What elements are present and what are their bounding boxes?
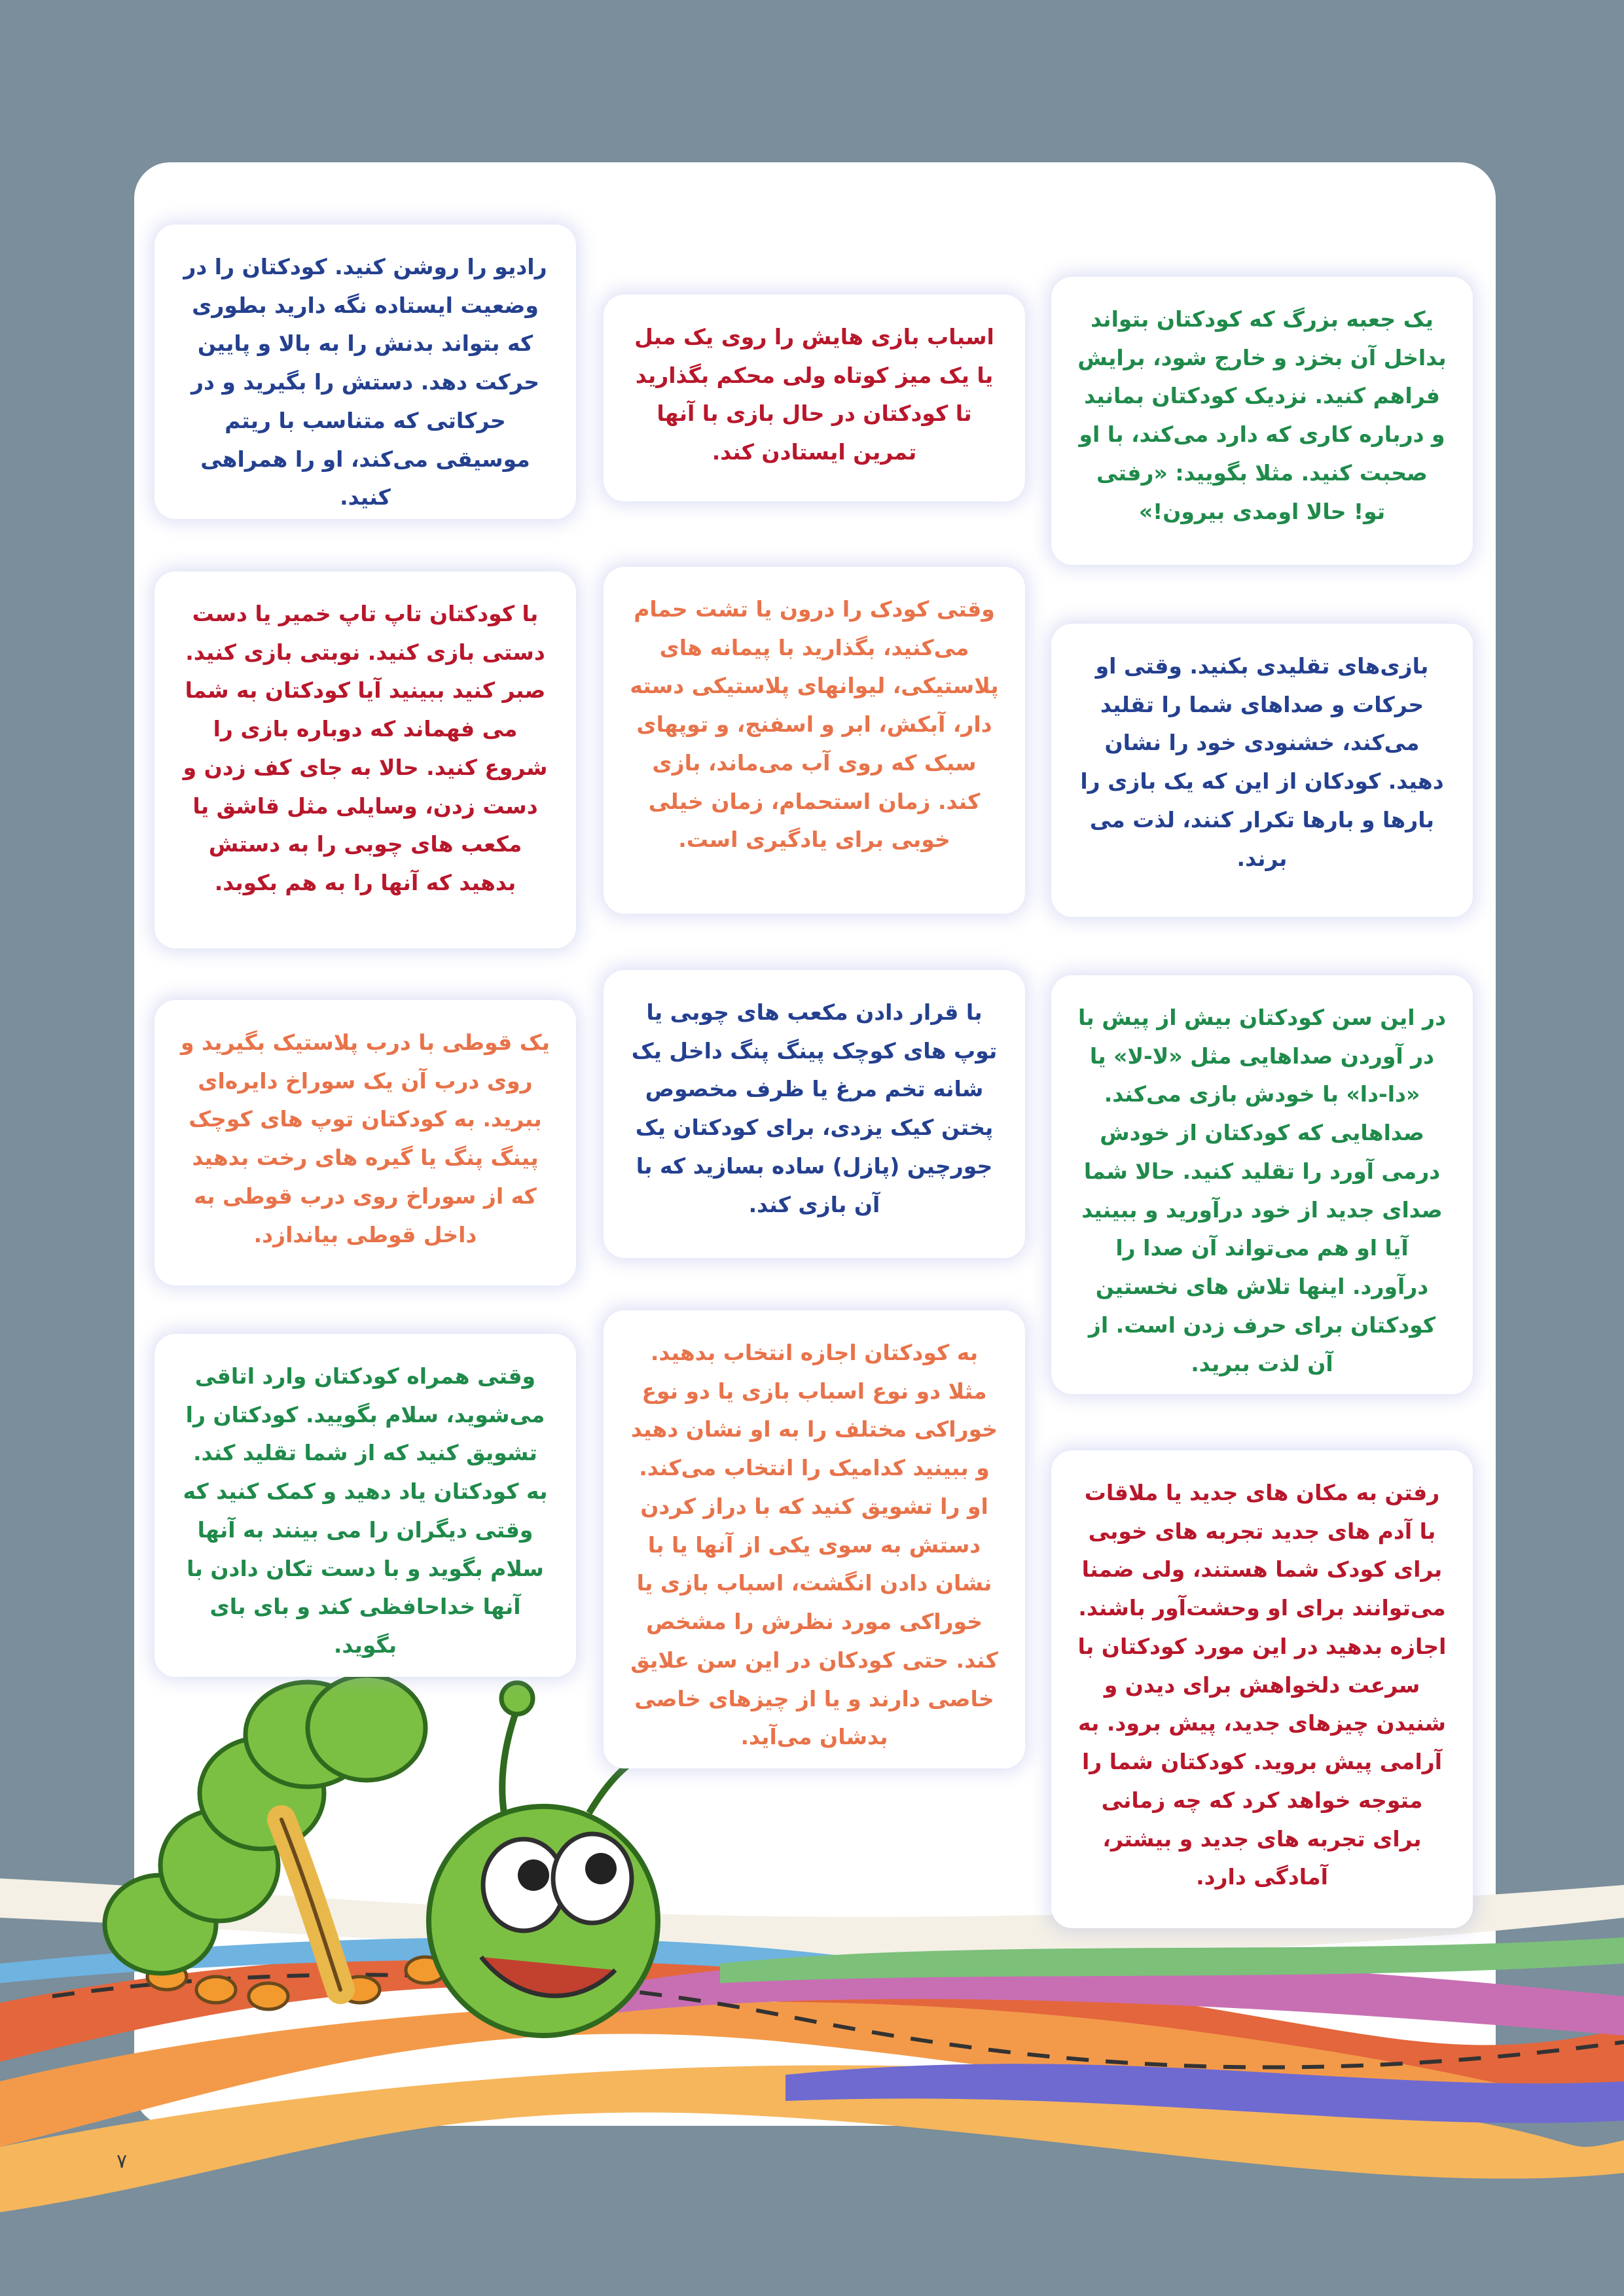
activity-card-box-hole: یک قوطی با درب پلاستیک بگیرید و روی درب آن یک سوراخ دایره‌ای ببرید. به کودکتان توپ های کوچک پینگ پنگ یا گیره های رخت بدهید که از سوراخ روی درب قوطی به داخل قوطی بیاندازد. (154, 1000, 576, 1285)
activity-card-imitation-games: بازی‌های تقلیدی بکنید. وقتی او حرکات و صداهای شما را تقلید می‌کند، خشنودی خود را نشان دهید. کودکان از این که یک بازی را بارها و بارها تکرار کنند، لذت می برند. (1051, 624, 1473, 917)
activity-card-radio-dance: رادیو را روشن کنید. کودکتان را در وضعیت ایستاده نگه دارید بطوری که بتواند بدنش را به بالا و پایین حرکت دهد. دستش را بگیرید و در حرکاتی که متناسب با ریتم موسیقی می‌کند، او را همراهی کنید. (154, 224, 576, 519)
page-number: ۷ (117, 2150, 128, 2173)
activity-card-box: یک جعبه بزرگ که کودکتان بتواند بداخل آن بخزد و خارج شود، برایش فراهم کنید. نزدیک کودکتان بمانید و درباره کاری که دارد می‌کند، با او صحبت کنید. مثلا بگویید: «رفتی تو! حالا اومدی بیرون!» (1051, 277, 1473, 565)
activity-card-standing-practice: اسباب بازی هایش را روی یک مبل یا یک میز کوتاه ولی محکم بگذارید تا کودکتان در حال بازی با آنها تمرین ایستادن کند. (604, 295, 1025, 501)
activity-card-clapping: با کودکتان تاپ تاپ خمیر یا دست دستی بازی کنید. نوبتی بازی کنید. صبر کنید ببینید آیا کودکتان به شما می فهماند که دوباره بازی را شروع کنید. حالا به جای کف زدن و دست زدن، وسایلی مثل قاشق یا مکعب های چوبی را به دستش بدهید که آنها را به هم بکوبد. (154, 571, 576, 948)
activity-card-new-places: رفتن به مکان های جدید یا ملاقات با آدم های جدید تجربه های خوبی برای کودک شما هستند، ولی ضمنا می‌توانند برای او وحشت‌آور باشند. اجازه بدهید در این مورد کودکتان با سرعت دلخواهش برای دیدن و شنیدن چیزهای جدید، پیش برود. به آرامی پیش بروید. کودکتان شما را متوجه خواهد کرد که چه زمانی برای تجربه های جدید و بیشتر، آمادگی دارد. (1051, 1450, 1473, 1928)
activity-card-puzzle: با قرار دادن مکعب های چوبی یا توپ های کوچک پینگ پنگ داخل یک شانه تخم مرغ یا ظرف مخصوص پختن کیک یزدی، برای کودکتان یک جورچین (پازل) ساده بسازید که با آن بازی کند. (604, 970, 1025, 1258)
activity-card-greeting: وقتی همراه کودکتان وارد اتاقی می‌شوید، سلام بگویید. کودکتان را تشویق کنید که از شما تقلید کند. به کودکتان یاد دهید و کمک کنید که وقتی دیگران را می بینند به آنها سلام بگوید و با دست تکان دادن با آنها خداحافظی کند و بای بای بگوید. (154, 1334, 576, 1677)
activity-card-choices: به کودکتان اجازه انتخاب بدهید. مثلا دو نوع اسباب بازی یا دو نوع خوراکی مختلف را به او نشان دهید و ببینید کدامیک را انتخاب می‌کند. او را تشویق کنید که با دراز کردن دستش به سوی یکی از آنها یا با نشان دادن انگشت، اسباب بازی یا خوراکی مورد نظرش را مشخص کند. حتی کودکان در این سن علایق خاصی دارند و یا از چیزهای خاصی بدشان می‌آید. (604, 1310, 1025, 1768)
activity-card-bath-time: وقتی کودک را درون یا تشت حمام می‌کنید، بگذارید با پیمانه های پلاستیکی، لیوانهای پلاستیکی دسته دار، آبکش، ابر و اسفنج، و توپهای سبک که روی آب می‌ماند، بازی کند. زمان استحمام، زمان خیلی خوبی برای یادگیری است. (604, 567, 1025, 914)
activity-card-sounds: در این سن کودکتان بیش از پیش با در آوردن صداهایی مثل «لا-لا» یا «دا-دا» با خودش بازی می‌کند. صداهایی که کودکتان از خودش درمی آورد را تقلید کنید. حالا شما صدای جدید از خود درآورید و ببینید آیا او هم می‌تواند آن صدا را درآورد. اینها تلاش های نخستین کودکتان برای حرف زدن است. از آن لذت ببرید. (1051, 975, 1473, 1394)
